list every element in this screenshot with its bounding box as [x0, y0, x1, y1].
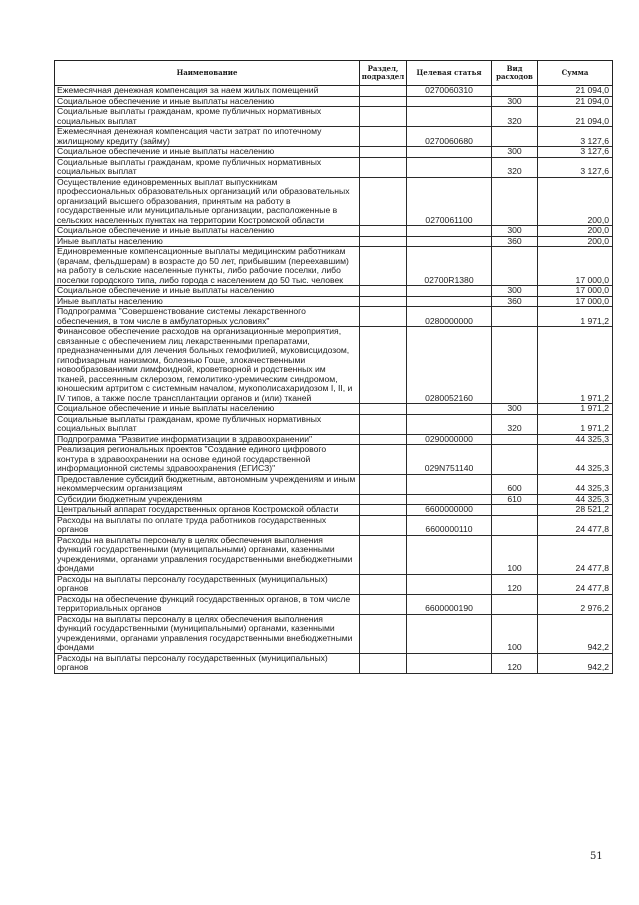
cell-vid: 320	[492, 414, 538, 434]
cell-sum: 24 477,8	[538, 515, 613, 535]
cell-vid: 300	[492, 226, 538, 237]
cell-vid	[492, 127, 538, 147]
cell-cel	[407, 296, 492, 307]
budget-table-page	[54, 60, 612, 674]
cell-sum: 28 521,2	[538, 505, 613, 516]
cell-cel: 0290000000	[407, 434, 492, 445]
cell-name: Единовременные компенсационные выплаты медицинским работникам (врачам, фельдшерам) в возрасте до 50 лет, прибывшим (переехавшим) на работу в сельские населенные пункты, либо рабочие поселки, либо поселки городского типа, либо города с населением до 50 тыс. человек	[55, 247, 360, 286]
cell-name: Расходы на выплаты персоналу в целях обеспечения выполнения функций государственными (муниципальными) органами, казенными учреждениями, органами управления государственными внебюджетными фондами	[55, 614, 360, 653]
cell-razd	[360, 414, 407, 434]
cell-razd	[360, 157, 407, 177]
cell-sum: 942,2	[538, 614, 613, 653]
cell-vid: 300	[492, 286, 538, 297]
cell-cel	[407, 96, 492, 107]
cell-vid: 300	[492, 96, 538, 107]
cell-name: Социальное обеспечение и иные выплаты населению	[55, 147, 360, 158]
cell-cel	[407, 474, 492, 494]
cell-razd	[360, 296, 407, 307]
table-row	[55, 147, 613, 158]
table-row	[55, 494, 613, 505]
cell-razd	[360, 307, 407, 327]
cell-cel	[407, 107, 492, 127]
cell-cel: 0270060310	[407, 86, 492, 97]
cell-vid: 120	[492, 653, 538, 673]
cell-razd	[360, 594, 407, 614]
cell-cel	[407, 286, 492, 297]
cell-sum: 44 325,3	[538, 474, 613, 494]
cell-name: Социальные выплаты гражданам, кроме публичных нормативных социальных выплат	[55, 414, 360, 434]
cell-sum: 1 971,2	[538, 404, 613, 415]
header-name: Наименование	[55, 61, 360, 86]
table-row	[55, 474, 613, 494]
table-row	[55, 414, 613, 434]
table-row	[55, 535, 613, 574]
table-row	[55, 286, 613, 297]
cell-razd	[360, 247, 407, 286]
cell-cel: 02700R1380	[407, 247, 492, 286]
cell-name: Расходы на выплаты по оплате труда работников государственных органов	[55, 515, 360, 535]
cell-razd	[360, 127, 407, 147]
table-row	[55, 594, 613, 614]
cell-name: Расходы на выплаты персоналу государственных (муниципальных) органов	[55, 653, 360, 673]
table-row	[55, 327, 613, 404]
cell-cel	[407, 494, 492, 505]
cell-razd	[360, 535, 407, 574]
cell-cel	[407, 414, 492, 434]
cell-name: Подпрограмма "Совершенствование системы лекарственного обеспечения, в том числе в амбулаторных условиях"	[55, 307, 360, 327]
cell-sum: 24 477,8	[538, 574, 613, 594]
cell-sum: 44 325,3	[538, 445, 613, 475]
cell-sum: 1 971,2	[538, 414, 613, 434]
cell-cel: 0280052160	[407, 327, 492, 404]
cell-name: Социальное обеспечение и иные выплаты населению	[55, 96, 360, 107]
cell-razd	[360, 574, 407, 594]
table-row	[55, 157, 613, 177]
cell-cel	[407, 226, 492, 237]
cell-vid	[492, 327, 538, 404]
cell-razd	[360, 327, 407, 404]
cell-vid	[492, 177, 538, 226]
cell-cel	[407, 147, 492, 158]
cell-cel	[407, 535, 492, 574]
table-row	[55, 404, 613, 415]
cell-name: Социальные выплаты гражданам, кроме публичных нормативных социальных выплат	[55, 157, 360, 177]
cell-razd	[360, 226, 407, 237]
cell-cel: 029N751140	[407, 445, 492, 475]
cell-razd	[360, 177, 407, 226]
cell-name: Социальное обеспечение и иные выплаты населению	[55, 404, 360, 415]
cell-sum: 200,0	[538, 236, 613, 247]
table-row	[55, 307, 613, 327]
cell-name: Расходы на выплаты персоналу государственных (муниципальных) органов	[55, 574, 360, 594]
header-vid: Вид расходов	[492, 61, 538, 86]
page-number: 51	[590, 851, 603, 862]
table-row	[55, 505, 613, 516]
cell-sum: 21 094,0	[538, 107, 613, 127]
cell-name: Реализация региональных проектов "Создание единого цифрового контура в здравоохранении на основе единой государственной информационной системы здравоохранения (ЕГИСЗ)"	[55, 445, 360, 475]
cell-sum: 17 000,0	[538, 286, 613, 297]
cell-sum: 3 127,6	[538, 127, 613, 147]
table-row	[55, 107, 613, 127]
cell-razd	[360, 445, 407, 475]
cell-sum: 1 971,2	[538, 307, 613, 327]
cell-vid: 600	[492, 474, 538, 494]
cell-razd	[360, 147, 407, 158]
cell-sum: 24 477,8	[538, 535, 613, 574]
cell-cel	[407, 574, 492, 594]
table-row	[55, 653, 613, 673]
table-row	[55, 96, 613, 107]
cell-razd	[360, 86, 407, 97]
cell-vid: 100	[492, 535, 538, 574]
cell-razd	[360, 286, 407, 297]
cell-vid: 100	[492, 614, 538, 653]
cell-name: Финансовое обеспечение расходов на организационные мероприятия, связанные с обеспечением лиц лекарственными препаратами, предназначенными для лечения больных гемофилией, муковисцидозом, гипофизарным нанизмом, болезнью Гоше, злокачественными новообразованиями лимфоидной, кроветворной и родственных им тканей, рассеянным склерозом, гемолитико-уремическим синдромом, юношеским артритом с системным началом, мукополисахаридозом I, II, и IV типов, а также после трансплантации органов и (или) тканей	[55, 327, 360, 404]
cell-name: Субсидии бюджетным учреждениям	[55, 494, 360, 505]
cell-cel: 0270061100	[407, 177, 492, 226]
cell-cel	[407, 614, 492, 653]
cell-name: Иные выплаты населению	[55, 236, 360, 247]
cell-vid	[492, 594, 538, 614]
cell-sum: 44 325,3	[538, 434, 613, 445]
cell-razd	[360, 653, 407, 673]
table-row	[55, 86, 613, 97]
header-celevaya: Целевая статья	[407, 61, 492, 86]
cell-cel: 0270060680	[407, 127, 492, 147]
cell-name: Подпрограмма "Развитие информатизации в здравоохранении"	[55, 434, 360, 445]
cell-sum: 200,0	[538, 177, 613, 226]
budget-table	[54, 60, 613, 674]
cell-sum: 2 976,2	[538, 594, 613, 614]
cell-sum: 44 325,3	[538, 494, 613, 505]
cell-vid	[492, 505, 538, 516]
cell-sum: 942,2	[538, 653, 613, 673]
cell-vid	[492, 86, 538, 97]
cell-cel: 6600000000	[407, 505, 492, 516]
cell-vid: 300	[492, 147, 538, 158]
cell-vid	[492, 307, 538, 327]
cell-razd	[360, 404, 407, 415]
table-row	[55, 177, 613, 226]
cell-razd	[360, 236, 407, 247]
cell-vid: 300	[492, 404, 538, 415]
cell-sum: 21 094,0	[538, 86, 613, 97]
cell-cel	[407, 236, 492, 247]
cell-vid	[492, 445, 538, 475]
cell-razd	[360, 505, 407, 516]
cell-sum: 1 971,2	[538, 327, 613, 404]
table-row	[55, 614, 613, 653]
cell-razd	[360, 96, 407, 107]
cell-vid	[492, 434, 538, 445]
table-row	[55, 127, 613, 147]
cell-razd	[360, 614, 407, 653]
cell-vid: 320	[492, 107, 538, 127]
cell-name: Расходы на выплаты персоналу в целях обеспечения выполнения функций государственными (муниципальными) органами, казенными учреждениями, органами управления государственными внебюджетными фондами	[55, 535, 360, 574]
cell-name: Ежемесячная денежная компенсация за наем жилых помещений	[55, 86, 360, 97]
cell-sum: 21 094,0	[538, 96, 613, 107]
table-header-row	[55, 61, 613, 86]
cell-vid: 320	[492, 157, 538, 177]
cell-sum: 3 127,6	[538, 157, 613, 177]
cell-sum: 200,0	[538, 226, 613, 237]
header-razdel: Раздел, подраздел	[360, 61, 407, 86]
table-row	[55, 445, 613, 475]
table-row	[55, 296, 613, 307]
cell-vid: 360	[492, 236, 538, 247]
cell-vid	[492, 515, 538, 535]
cell-razd	[360, 434, 407, 445]
table-row	[55, 515, 613, 535]
cell-sum: 17 000,0	[538, 247, 613, 286]
cell-cel	[407, 404, 492, 415]
cell-vid: 120	[492, 574, 538, 594]
cell-razd	[360, 515, 407, 535]
cell-cel	[407, 157, 492, 177]
cell-cel: 6600000110	[407, 515, 492, 535]
cell-cel: 0280000000	[407, 307, 492, 327]
header-summa: Сумма	[538, 61, 613, 86]
cell-name: Социальное обеспечение и иные выплаты населению	[55, 286, 360, 297]
cell-name: Ежемесячная денежная компенсация части затрат по ипотечному жилищному кредиту (займу)	[55, 127, 360, 147]
cell-vid: 610	[492, 494, 538, 505]
cell-name: Иные выплаты населению	[55, 296, 360, 307]
cell-sum: 17 000,0	[538, 296, 613, 307]
table-body	[55, 86, 613, 674]
table-row	[55, 247, 613, 286]
cell-name: Социальные выплаты гражданам, кроме публичных нормативных социальных выплат	[55, 107, 360, 127]
cell-vid: 360	[492, 296, 538, 307]
cell-sum: 3 127,6	[538, 147, 613, 158]
cell-name: Предоставление субсидий бюджетным, автономным учреждениям и иным некоммерческим организациям	[55, 474, 360, 494]
table-row	[55, 226, 613, 237]
table-row	[55, 434, 613, 445]
cell-cel	[407, 653, 492, 673]
cell-name: Социальное обеспечение и иные выплаты населению	[55, 226, 360, 237]
cell-cel: 6600000190	[407, 594, 492, 614]
cell-vid	[492, 247, 538, 286]
cell-razd	[360, 494, 407, 505]
cell-name: Центральный аппарат государственных органов Костромской области	[55, 505, 360, 516]
cell-name: Осуществление единовременных выплат выпускникам профессиональных образовательных организаций или образовательных организаций высшего образования, принятым на работу в государственные или муниципальные организации, расположенные в сельских населенных пунктах на территории Костромской области	[55, 177, 360, 226]
cell-razd	[360, 474, 407, 494]
cell-razd	[360, 107, 407, 127]
cell-name: Расходы на обеспечение функций государственных органов, в том числе территориальных органов	[55, 594, 360, 614]
table-row	[55, 236, 613, 247]
table-row	[55, 574, 613, 594]
